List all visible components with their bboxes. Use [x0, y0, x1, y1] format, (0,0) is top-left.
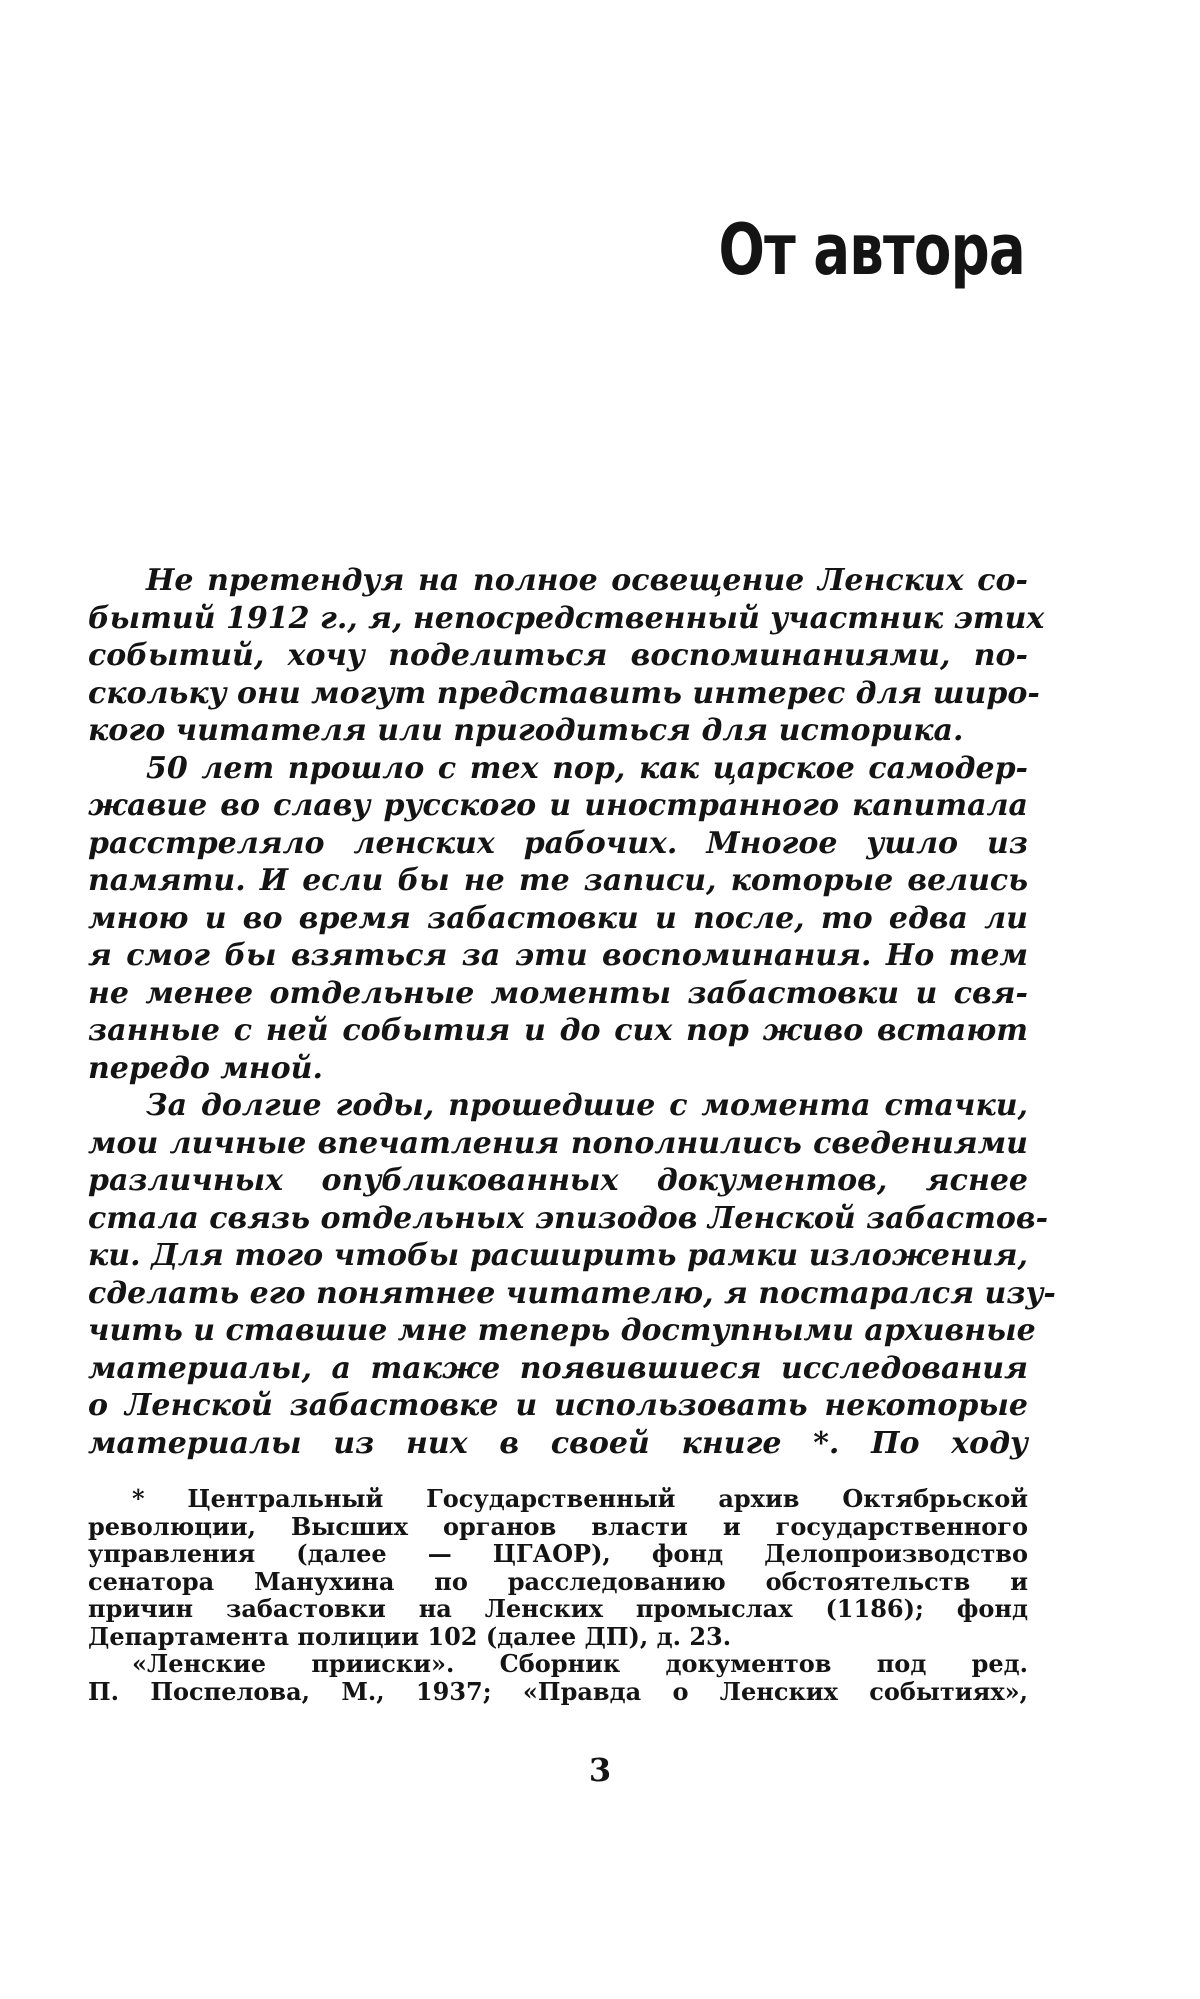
text-line: передо мной. [88, 1050, 323, 1086]
text-line: ки. Для того чтобы расширить рамки изложения, [88, 1238, 1028, 1273]
text-line: чить и ставшие мне теперь доступными архивные [88, 1313, 1036, 1348]
paragraph [88, 750, 1028, 1088]
paragraph [88, 1087, 1056, 1462]
text-line: стала связь отдельных эпизодов Ленской забастов- [88, 1200, 1049, 1236]
text-line: расстреляло ленских рабочих. Многое ушло из [88, 825, 1028, 861]
text-line: мною и во время забастовки и после, то едва ли [88, 900, 1028, 936]
text-line: сделать его понятнее читателю, я постарался изу- [88, 1275, 1056, 1311]
text-line: материалы из них в своей книге *. По ходу [88, 1425, 1028, 1461]
footnote-line: «Ленские прииски». Сборник документов под ред. [132, 1649, 1028, 1678]
text-line: занные с ней события и до сих пор живо встают [88, 1013, 1028, 1048]
text-line: событий, хочу поделиться воспоминаниями, по- [88, 638, 1028, 673]
footnote-line: сенатора Манухина по расследованию обстоятельств и [88, 1566, 1028, 1596]
footnotes [88, 1485, 1028, 1705]
text-line: о Ленской забастовке и использовать некоторые [88, 1388, 1028, 1423]
chapter-title: От автора [718, 209, 1025, 291]
footnote [88, 1650, 1028, 1705]
footnote-line: революции, Высших органов власти и государственного [88, 1511, 1028, 1541]
text-line: Не претендуя на полное освещение Ленских со- [146, 563, 1028, 598]
footnote-line: Департамента полиции 102 (далее ДП), д. 23. [88, 1621, 732, 1651]
footnote-line: причин забастовки на Ленских промыслах (1186); фонд [88, 1594, 1028, 1623]
text-line: скольку они могут представить интерес для широ- [88, 675, 1040, 711]
text-line: я смог бы взяться за эти воспоминания. Но тем [88, 938, 1028, 973]
footnote [88, 1485, 1028, 1650]
footnote-line: управления (далее — ЦГАОР), фонд Делопроизводство [88, 1539, 1028, 1568]
text-line: жавие во славу русского и иностранного капитала [88, 788, 1028, 823]
footnote-line: * Центральный Государственный архив Октябрьской [132, 1484, 1028, 1513]
text-line: не менее отдельные моменты забастовки и свя- [88, 975, 1028, 1011]
text-line: памяти. И если бы не те записи, которые велись [88, 863, 1028, 898]
footnote-line: П. Поспелова, М., 1937; «Правда о Ленских событиях», [88, 1676, 1028, 1706]
text-line: различных опубликованных документов, яснее [88, 1163, 1028, 1198]
main-text [88, 562, 1056, 1462]
text-line: За долгие годы, прошедшие с момента стачки, [146, 1088, 1028, 1123]
page-number: 3 [588, 1751, 612, 1789]
text-line: кого читателя или пригодиться для историка. [88, 713, 964, 748]
text-line: бытий 1912 г., я, непосредственный участник этих [88, 600, 1045, 636]
text-line: 50 лет прошло с тех пор, как царское самодер- [146, 750, 1028, 786]
text-line: материалы, а также появившиеся исследования [88, 1350, 1028, 1386]
text-line: мои личные впечатления пополнились сведениями [88, 1125, 1028, 1161]
paragraph [88, 562, 1045, 750]
